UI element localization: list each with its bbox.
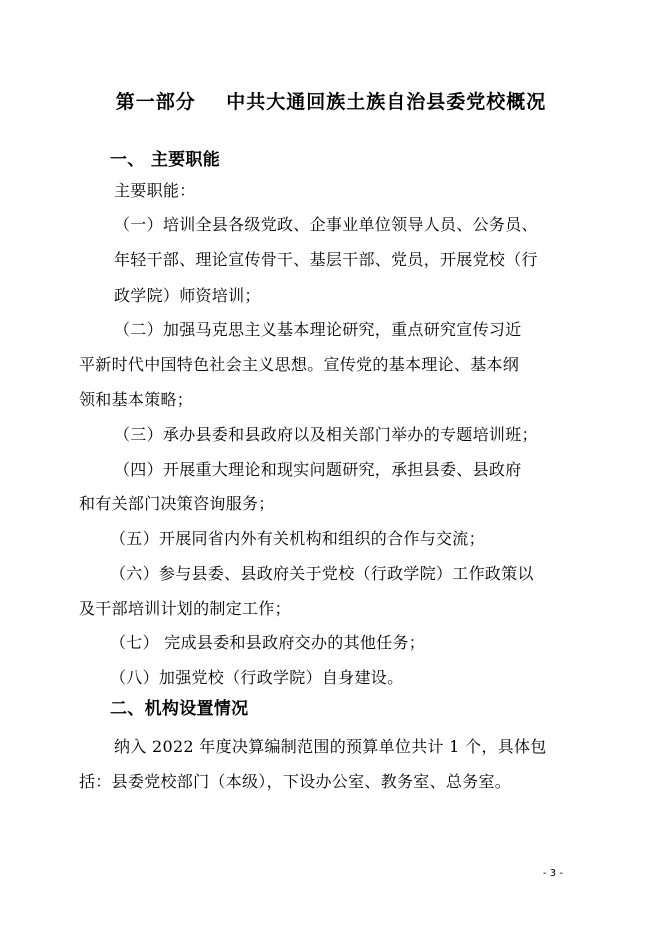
section-heading-organization: 二、机构设置情况 <box>110 699 249 719</box>
paragraph-line: 主要职能： <box>114 181 196 200</box>
paragraph-line: 括：县委党校部门（本级），下设办公室、教务室、总务室。 <box>79 772 512 791</box>
paragraph-line: （八）加强党校（行政学院）自身建设。 <box>110 668 404 687</box>
page-title: 第一部分 中共大通回族土族自治县委党校概况 <box>115 91 547 113</box>
paragraph-line: （三）承办县委和县政府以及相关部门举办的专题培训班； <box>114 425 538 444</box>
paragraph-line: 及干部培训计划的制定工作； <box>79 599 291 618</box>
paragraph-line: 平新时代中国特色社会主义思想。宣传党的基本理论、基本纲 <box>79 355 520 374</box>
paragraph-line: （四）开展重大理论和现实问题研究，承担县委、县政府 <box>114 460 522 479</box>
section-heading-duties: 一、 主要职能 <box>110 150 221 170</box>
paragraph-line: 领和基本策略； <box>79 390 194 409</box>
paragraph-line: （七） 完成县委和县政府交办的其他任务； <box>110 633 426 652</box>
paragraph-line: （二）加强马克思主义基本理论研究，重点研究宣传习近 <box>114 320 522 339</box>
paragraph-line: （一）培训全县各级党政、企事业单位领导人员、公务员、 <box>114 215 538 234</box>
paragraph-line: 政学院）师资培训； <box>114 286 261 305</box>
paragraph-line: （六）参与县委、县政府关于党校（行政学院）工作政策以 <box>110 564 534 583</box>
paragraph-line: 年轻干部、理论宣传骨干、基层干部、党员，开展党校（行 <box>114 250 538 269</box>
paragraph-line: （五）开展同省内外有关机构和组织的合作与交流； <box>110 529 485 548</box>
page-number: - 3 - <box>543 868 563 879</box>
paragraph-line: 和有关部门决策咨询服务； <box>79 494 275 513</box>
paragraph-line: 纳入 2022 年度决算编制范围的预算单位共计 1 个，具体包 <box>114 737 547 756</box>
